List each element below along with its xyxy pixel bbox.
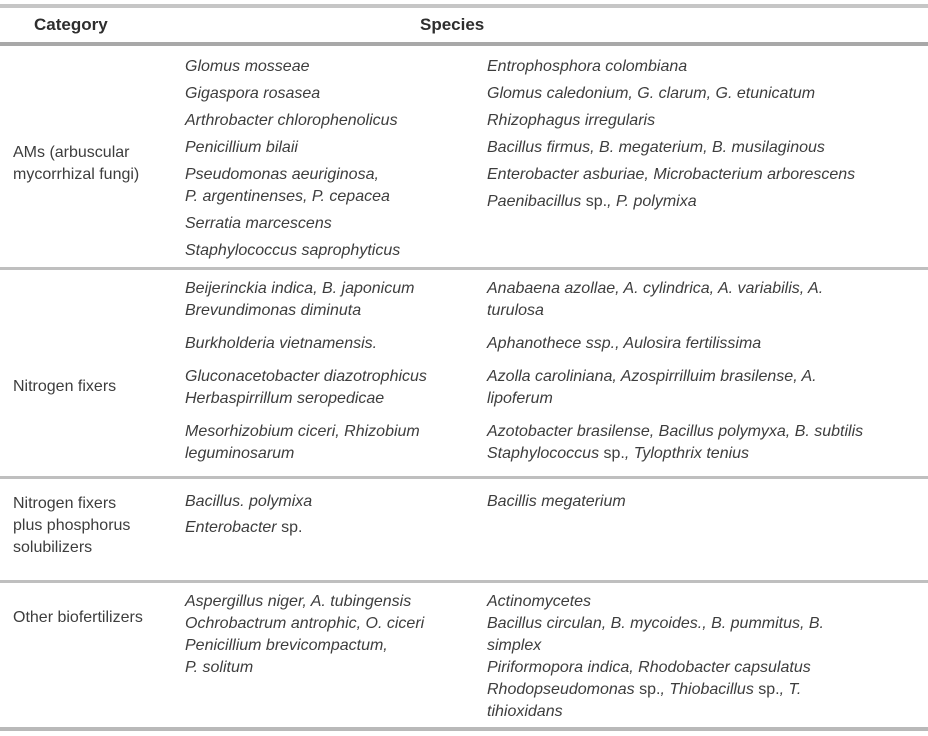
species-entry: Rhizophagus irregularis [487,112,656,129]
column-header-species: Species [420,15,485,34]
species-cell-right [474,278,928,476]
table-bottom-rule [0,727,928,731]
species-entry: Mesorhizobium ciceri, Rhizobium leguminosarum [185,423,420,462]
species-entry: Pseudomonas aeuriginosa, P. argentinenses, P. cepacea [185,166,390,205]
species-entry: Bacillis megaterium [487,493,626,510]
table-row [0,270,928,479]
species-cell-left [172,491,474,543]
table-body [0,46,928,727]
table-row [0,583,928,727]
species-entry: Beijerinckia indica, B. japonicum Brevundimonas diminuta [185,280,415,319]
biofertilizer-table [0,4,928,731]
species-entry: Aphanothece ssp., Aulosira fertilissima [487,335,762,352]
species-entry: Paenibacillus sp., P. polymixa [487,193,697,210]
species-entry: Glomus mosseae [185,58,310,75]
species-cell-left [172,591,474,679]
species-entry: Penicillium bilaii [185,139,298,156]
table-row [0,479,928,583]
category-cell: Nitrogen fixers [13,378,117,395]
species-entry: Glomus caledonium, G. clarum, G. etunicatum [487,85,816,102]
column-header-category: Category [34,15,108,34]
species-entry: Enterobacter sp. [185,519,303,536]
species-entry: Serratia marcescens [185,215,332,232]
species-cell-left [172,278,474,476]
species-entry: Entrophosphora colombiana [487,58,688,75]
species-entry: Actinomycetes Bacillus circulan, B. mycoides., B. pummitus, B. simplex Piriformopora indica, Rhodobacter capsulatus Rhodopseudomonas sp., Thiobacillus sp., T. tihioxidans [487,593,824,720]
species-entry: Gigaspora rosasea [185,85,321,102]
species-entry: Enterobacter asburiae, Microbacterium arborescens [487,166,856,183]
species-entry: Bacillus. polymixa [185,493,313,510]
category-cell: Nitrogen fixers plus phosphorus solubilizers [13,495,131,556]
species-cell-right [474,591,928,723]
table-row [0,46,928,270]
species-cell-right [474,491,928,517]
species-entry: Azolla caroliniana, Azospirrilluim brasilense, A. lipoferum [487,368,817,407]
species-entry: Staphylococcus saprophyticus [185,242,401,259]
species-entry: Azotobacter brasilense, Bacillus polymyxa, B. subtilis Staphylococcus sp., Tylopthrix tenius [487,423,864,462]
species-cell-right [474,56,928,218]
species-entry: Arthrobacter chlorophenolicus [185,112,398,129]
category-cell: Other biofertilizers [13,609,143,626]
species-cell-left [172,56,474,267]
species-entry: Gluconacetobacter diazotrophicus Herbaspirrillum seropedicae [185,368,427,407]
species-entry: Bacillus firmus, B. megaterium, B. musilaginous [487,139,825,156]
category-cell: AMs (arbuscular mycorrhizal fungi) [13,144,140,183]
species-entry: Burkholderia vietnamensis. [185,335,378,352]
table-header-row [0,8,928,42]
species-entry: Aspergillus niger, A. tubingensis Ochrobactrum antrophic, O. ciceri Penicillium brevicompactum, P. solitum [185,593,425,676]
species-entry: Anabaena azollae, A. cylindrica, A. variabilis, A. turulosa [487,280,824,319]
